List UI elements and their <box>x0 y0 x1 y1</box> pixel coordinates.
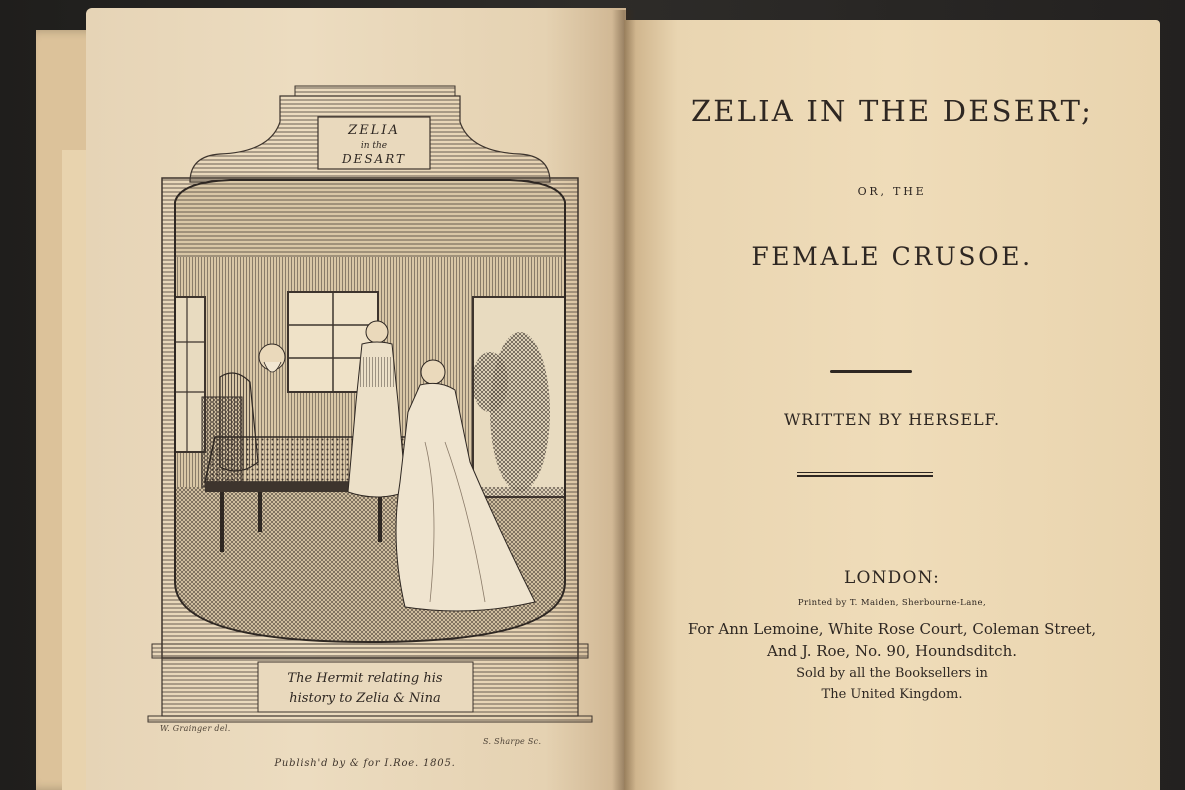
artist-credit: W. Grainger del. <box>160 724 231 733</box>
book-subtitle: FEMALE CRUSOE. <box>751 242 1033 271</box>
ornamental-rule <box>830 370 912 373</box>
engraved-scene <box>170 177 570 647</box>
printer-line: Printed by T. Maiden, Sherbourne-Lane, <box>797 598 987 608</box>
cartouche-line-2: in the <box>360 141 388 151</box>
cartouche-line-3: DESART <box>341 152 407 166</box>
caption-line-2: history to Zelia & Nina <box>289 691 441 706</box>
authorship-line: WRITTEN BY HERSELF. <box>783 410 1001 429</box>
caption-line-1: The Hermit relating his <box>287 671 443 686</box>
book-title: ZELIA IN THE DESERT; <box>690 94 1094 128</box>
publisher-line-1: For Ann Lemoine, White Rose Court, Coleman Street, <box>687 620 1097 638</box>
sold-by-line-1: Sold by all the Booksellers in <box>796 666 988 681</box>
publisher-line-2: And J. Roe, No. 90, Houndsditch. <box>766 642 1018 660</box>
double-rule <box>797 472 933 477</box>
frontispiece-engraving <box>140 82 600 732</box>
imprint-city: LONDON: <box>843 568 941 588</box>
plate-imprint: Publish'd by & for I.Roe. 1805. <box>274 758 456 769</box>
sold-by-line-2: The United Kingdom. <box>821 687 963 702</box>
or-line: OR, THE <box>857 185 927 198</box>
cartouche-line-1: ZELIA <box>348 123 400 138</box>
engraver-credit: S. Sharpe Sc. <box>483 737 542 746</box>
